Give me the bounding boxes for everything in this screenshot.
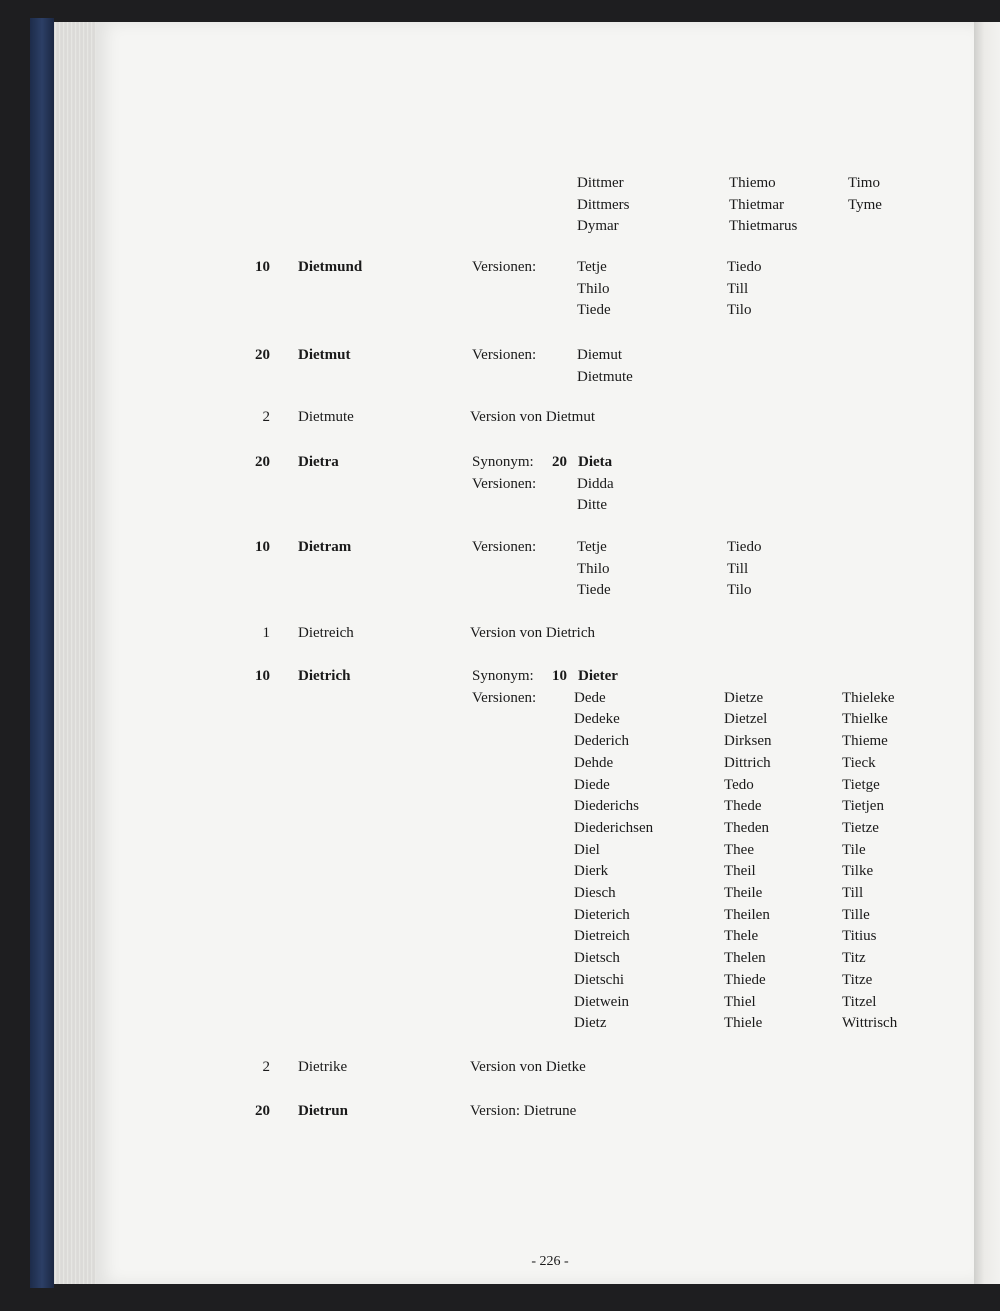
variant-name: Didda (577, 475, 614, 492)
variant-name: Dymar (577, 218, 619, 235)
variant-name: Dierk (574, 863, 609, 880)
entry-code: 2 (262, 409, 270, 425)
variant-name: Dietzel (724, 711, 768, 728)
variant-name: Tiedo (727, 259, 762, 275)
variant-name: Diederichsen (574, 819, 654, 836)
variant-name: Thiemo (729, 175, 776, 191)
variant-name: Titzel (842, 993, 877, 1010)
variant-name: Dittmers (577, 196, 630, 213)
entry-name: Dietrun (298, 1103, 348, 1119)
variant-name: Tiedo (727, 539, 762, 555)
synonym-label: Synonym: (472, 454, 534, 470)
variant-name: Diede (574, 776, 610, 793)
variant-name: Thiel (724, 993, 756, 1010)
variant-name: Titius (842, 928, 877, 945)
variant-name: Thieme (842, 733, 888, 750)
entry-code: 1 (262, 625, 270, 641)
next-page-edge (974, 22, 1000, 1284)
variant-name: Dietreich (574, 928, 630, 945)
variant-name: Tietge (842, 776, 880, 793)
variant-name: Dietmute (577, 368, 633, 385)
variant-name: Thietmarus (729, 218, 798, 235)
entry-name: Dietrich (298, 668, 351, 684)
variant-name: Theile (724, 885, 763, 901)
variant-name: Tietze (842, 819, 879, 836)
variant-name: Tetje (577, 539, 607, 555)
variant-name: Tille (842, 906, 870, 923)
entry-name: Dietreich (298, 625, 354, 641)
variant-name: Theil (724, 863, 756, 880)
variant-name: Tile (842, 841, 866, 858)
entry-note: Version von Dietmut (470, 409, 595, 425)
entry-name: Dietmut (298, 347, 351, 363)
versions-label: Versionen: (472, 475, 537, 492)
variant-name: Dederich (574, 733, 629, 750)
variant-name: Titz (842, 950, 866, 967)
variant-name: Thietmar (729, 196, 784, 213)
variant-name: Dieterich (574, 906, 630, 923)
variant-name: Thiele (724, 1015, 763, 1032)
variant-name: Till (842, 885, 864, 901)
variant-name: Thele (724, 928, 759, 945)
book-spine (30, 18, 54, 1288)
entry-name: Dietram (298, 539, 352, 555)
entry-note: Version: Dietrune (470, 1103, 577, 1119)
page-number: - 226 - (531, 1254, 569, 1269)
synonym-name: Dieta (578, 454, 613, 470)
variant-name: Dietwein (574, 993, 629, 1010)
variant-name: Tetje (577, 259, 607, 275)
variant-name: Tietjen (842, 798, 884, 815)
variant-name: Theilen (724, 906, 770, 923)
variant-name: Theden (724, 819, 769, 836)
variant-name: Dede (574, 689, 606, 706)
variant-name: Dirksen (724, 733, 772, 750)
variant-name: Tilo (727, 582, 752, 599)
variant-name: Dietschi (574, 971, 624, 988)
variant-name: Dietz (574, 1015, 607, 1032)
variant-name: Thee (724, 841, 754, 858)
versions-label: Versionen: (472, 347, 537, 363)
variant-name: Tyme (848, 196, 882, 213)
synonym-code: 10 (552, 668, 567, 684)
variant-name: Tieck (842, 754, 876, 771)
variant-name: Dittrich (724, 754, 771, 771)
variant-name: Diemut (577, 347, 622, 363)
entry-name: Dietra (298, 454, 339, 470)
entry-code: 10 (255, 668, 270, 684)
versions-label: Versionen: (472, 539, 537, 555)
entry-note: Version von Dietke (470, 1059, 586, 1075)
variant-name: Dietsch (574, 950, 620, 967)
synonym-name: Dieter (578, 668, 618, 684)
versions-label: Versionen: (472, 259, 537, 275)
variant-name: Thielke (842, 711, 888, 728)
variant-name: Thieleke (842, 689, 895, 706)
synonym-label: Synonym: (472, 668, 534, 684)
variant-name: Thilo (577, 560, 610, 577)
variant-name: Dittmer (577, 175, 624, 191)
entry-note: Version von Dietrich (470, 625, 595, 641)
variant-name: Dehde (574, 754, 614, 771)
variant-name: Thelen (724, 950, 766, 967)
variant-name: Till (727, 280, 749, 297)
variant-name: Ditte (577, 497, 607, 514)
entry-name: Dietrike (298, 1059, 348, 1075)
variant-name: Diederichs (574, 798, 639, 815)
variant-name: Thiede (724, 971, 766, 988)
entry-name: Dietmund (298, 259, 363, 275)
variant-name: Titze (842, 971, 873, 988)
entry-code: 10 (255, 539, 270, 555)
entry-code: 20 (255, 347, 270, 363)
variant-name: Tilke (842, 863, 874, 880)
book-page (96, 22, 974, 1284)
variant-name: Dedeke (574, 711, 620, 728)
variant-name: Dietze (724, 689, 764, 706)
entry-code: 2 (262, 1059, 270, 1075)
entry-code: 20 (255, 1103, 270, 1119)
variant-name: Tilo (727, 302, 752, 319)
variant-name: Till (727, 560, 749, 577)
variant-name: Thilo (577, 280, 610, 297)
variant-name: Diel (574, 841, 600, 858)
entry-name: Dietmute (298, 409, 354, 425)
entry-code: 20 (255, 454, 270, 470)
entry-code: 10 (255, 259, 270, 275)
variant-name: Tedo (724, 776, 754, 793)
variant-name: Tiede (577, 302, 611, 319)
variant-name: Timo (848, 175, 880, 191)
variant-name: Diesch (574, 885, 616, 901)
variant-name: Wittrisch (842, 1015, 898, 1032)
versions-label: Versionen: (472, 689, 537, 706)
synonym-code: 20 (552, 454, 567, 470)
variant-name: Tiede (577, 582, 611, 599)
variant-name: Thede (724, 798, 762, 815)
